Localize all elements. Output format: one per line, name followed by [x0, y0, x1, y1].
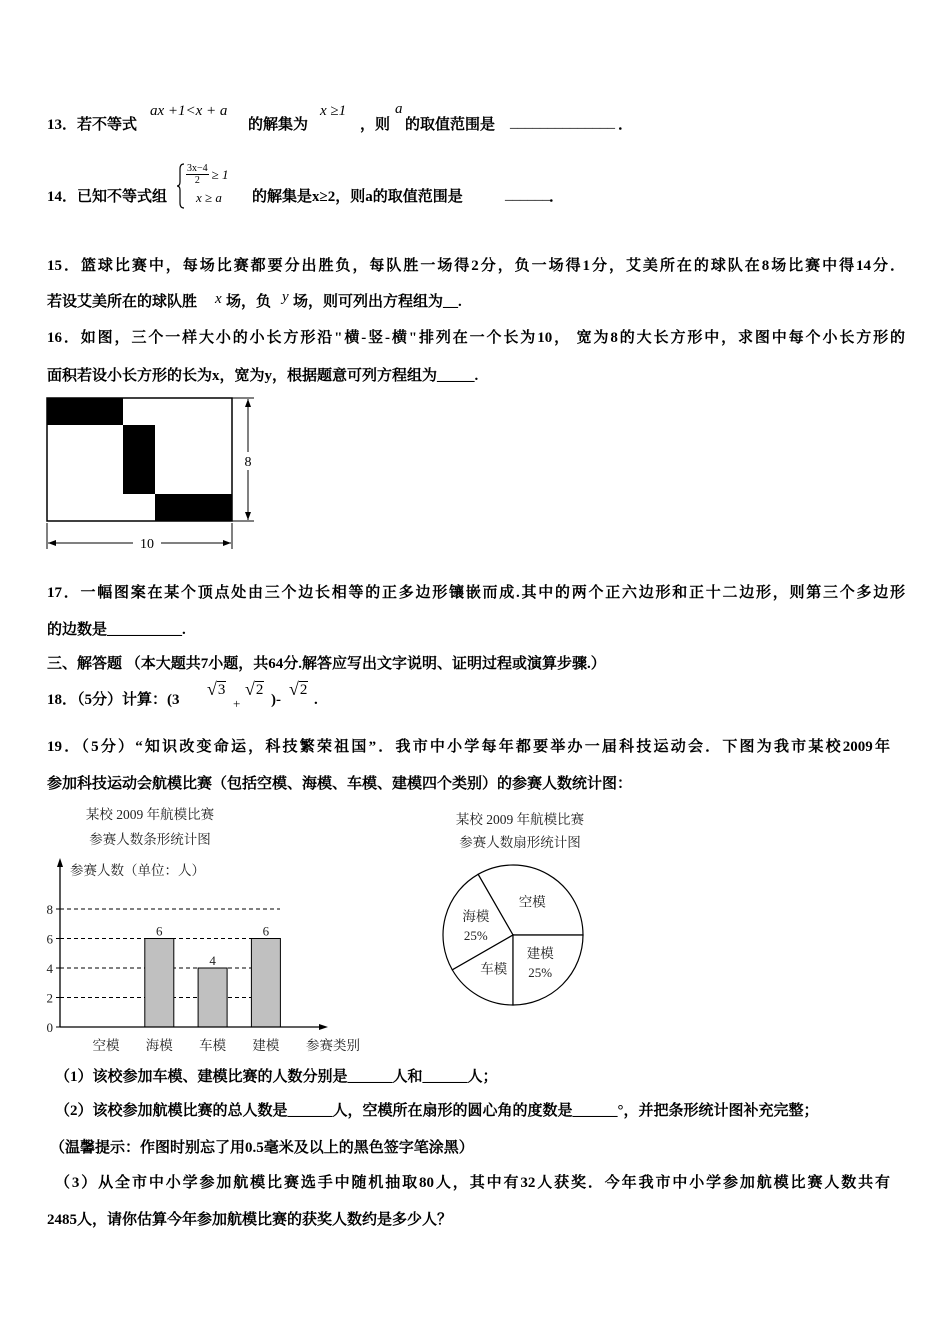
- radical-sign-icon: √: [207, 679, 217, 699]
- q14-text-prefix: 14．已知不等式组: [47, 189, 168, 205]
- q18-prefix: 18．（5分）计算：(3: [47, 692, 180, 708]
- system-row-2: x ≥ a: [196, 190, 222, 205]
- left-brace-icon: [176, 163, 186, 209]
- radicand: 3: [217, 682, 226, 698]
- width-label: 10: [140, 537, 154, 552]
- q18-sqrt-1: [207, 679, 226, 699]
- small-rectangle-vertical: [123, 425, 155, 494]
- bar-chart-title-line: 某校 2009 年航模比赛: [85, 807, 215, 822]
- radical-sign-icon: √: [245, 679, 255, 699]
- q19-line-2: 参加科技运动会航模比赛（包括空模、海模、车模、建模四个类别）的参赛人数统计图：: [47, 776, 633, 792]
- bar-chart-bar: [251, 939, 280, 1028]
- pie-chart-slice-name: 建模: [526, 946, 554, 962]
- bar-chart-y-tick-label: 6: [46, 931, 53, 947]
- bar-chart-y-axis-label: 参赛人数（单位：人）: [70, 863, 205, 878]
- arrow-right-icon: [319, 1024, 328, 1030]
- q18-end-mark: .: [314, 692, 318, 708]
- bar-chart-y-tick-label: 2: [46, 990, 53, 1006]
- bar-chart-data-label: 6: [156, 923, 163, 939]
- q17-line-2: 的边数是__________.: [47, 622, 186, 638]
- bar-chart-category-label: 建模: [252, 1038, 280, 1053]
- q13-text-range: 的取值范围是: [405, 117, 496, 133]
- system-row-1-relation: ≥ 1: [211, 166, 229, 182]
- q18-plus: +: [233, 696, 241, 711]
- pie-chart-title-line: 参赛人数扇形统计图: [459, 835, 581, 850]
- small-rectangle-horizontal-2: [155, 494, 232, 521]
- pie-chart: [420, 800, 620, 1015]
- q19-tip: （温馨提示：作图时别忘了用0.5毫米及以上的黑色签字笔涂黑）: [50, 1140, 474, 1156]
- q16-rectangle-figure: [40, 390, 265, 555]
- q19-sub-question-3-line-1: （3）从全市中小学参加航模比赛选手中随机抽取80人，其中有32人获奖．今年我市中小学参加航模比赛人数共有: [55, 1175, 890, 1191]
- pie-chart-slice-name: 海模: [462, 908, 490, 924]
- q15-line-2-part-b: 场，负: [226, 294, 272, 310]
- pie-chart-slice-name: 车模: [480, 961, 508, 977]
- section-3-heading: 三、解答题 （本大题共7小题，共64分.解答应写出文字说明、证明过程或演算步骤.）: [47, 656, 606, 672]
- fraction: [186, 163, 209, 186]
- bar-chart-category-label: 海模: [145, 1038, 173, 1053]
- system-row-1: [186, 163, 229, 189]
- bar-chart-category-label: 空模: [92, 1038, 120, 1053]
- bar-chart-y-tick-label: 4: [46, 961, 53, 976]
- q13-answer-blank: ______________: [510, 115, 615, 131]
- radical-sign-icon: √: [289, 679, 299, 699]
- bar-chart: [40, 800, 380, 1055]
- q15-variable-x: x: [215, 291, 222, 307]
- q13-inequality-math: ax +1<x + a: [150, 103, 228, 119]
- fraction-denominator: 2: [194, 175, 200, 186]
- q14-text-condition: 的解集是x≥2，则a的取值范围是: [252, 189, 463, 205]
- q14-inequality-system: [176, 163, 252, 209]
- height-label: 8: [244, 455, 252, 470]
- arrow-up-icon: [245, 399, 251, 407]
- q19-sub-question-2: （2）该校参加航模比赛的总人数是______人，空模所在扇形的圆心角的度数是______°，并把条形统计图补充完整；: [55, 1103, 819, 1119]
- arrow-down-icon: [245, 512, 251, 520]
- q14-answer-blank: ______: [505, 187, 550, 203]
- bar-chart-y-tick-label: 0: [46, 1020, 53, 1035]
- q16-line-2: 面积若设小长方形的长为x，宽为y，根据题意可列方程组为_____.: [47, 368, 479, 384]
- bar-chart-title-line: 参赛人数条形统计图: [89, 832, 211, 847]
- q13-text-solution-set: 的解集为: [248, 117, 309, 133]
- bar-chart-data-label: 4: [209, 953, 216, 968]
- q19-sub-question-1: （1）该校参加车模、建模比赛的人数分别是______人和______人；: [55, 1069, 498, 1085]
- bar-chart-y-tick-label: 8: [46, 902, 53, 917]
- q13-text-then: ，则: [360, 117, 391, 133]
- q19-sub-question-3-line-2: 2485人，请你估算今年参加航模比赛的获奖人数约是多少人？: [47, 1212, 453, 1228]
- bar-chart-data-label: 6: [262, 923, 270, 939]
- bar-chart-category-label: 车模: [199, 1038, 227, 1053]
- radicand: 2: [255, 682, 264, 698]
- bar-chart-bar: [145, 939, 174, 1028]
- pie-chart-slice-percent: 25%: [463, 927, 488, 943]
- q15-variable-y: y: [282, 289, 289, 305]
- q15-line-2-part-c: 场，则可列出方程组为__.: [293, 294, 462, 310]
- q16-line-1: 16．如图，三个一样大小的小长方形沿"横-竖-横"排列在一个长为10， 宽为8的大长方形中，求图中每个小长方形的: [47, 330, 905, 346]
- q18-sqrt-2: [245, 679, 264, 699]
- fraction-numerator: 3x−4: [187, 163, 208, 174]
- bar-chart-x-axis-label: 参赛类别: [306, 1038, 360, 1053]
- pie-chart-slice-name: 空模: [518, 894, 546, 910]
- q13-solution-math: x ≥1: [320, 103, 347, 119]
- q13-end-mark: ．: [618, 117, 634, 133]
- q17-line-1: 17．一幅图案在某个顶点处由三个边长相等的正多边形镶嵌而成.其中的两个正六边形和正十二边形，则第三个多边形: [47, 585, 905, 601]
- arrow-right-icon: [223, 540, 231, 546]
- radicand: 2: [299, 682, 308, 698]
- small-rectangle-horizontal-1: [47, 398, 123, 425]
- pie-chart-slice-percent: 25%: [528, 965, 553, 981]
- q13-text-prefix: 13．若不等式: [47, 117, 138, 133]
- q15-line-2-part-a: 若设艾美所在的球队胜: [47, 294, 198, 310]
- bar-chart-bar: [198, 968, 227, 1027]
- q19-line-1: 19．（5分）“知识改变命运，科技繁荣祖国”．我市中小学每年都要举办一届科技运动会．下图为我市某校2009年: [47, 739, 890, 755]
- q14-end-mark: ．: [549, 189, 565, 205]
- q18-sqrt-3: [289, 679, 308, 699]
- q15-line-1: 15．篮球比赛中，每场比赛都要分出胜负，每队胜一场得2分，负一场得1分，艾美所在的球队在8场比赛中得14分．: [47, 258, 905, 274]
- q13-variable-math: a: [395, 101, 403, 117]
- arrow-up-icon: [57, 858, 63, 867]
- arrow-left-icon: [48, 540, 56, 546]
- q18-mid: )-: [271, 692, 281, 708]
- pie-chart-title-line: 某校 2009 年航模比赛: [455, 812, 585, 827]
